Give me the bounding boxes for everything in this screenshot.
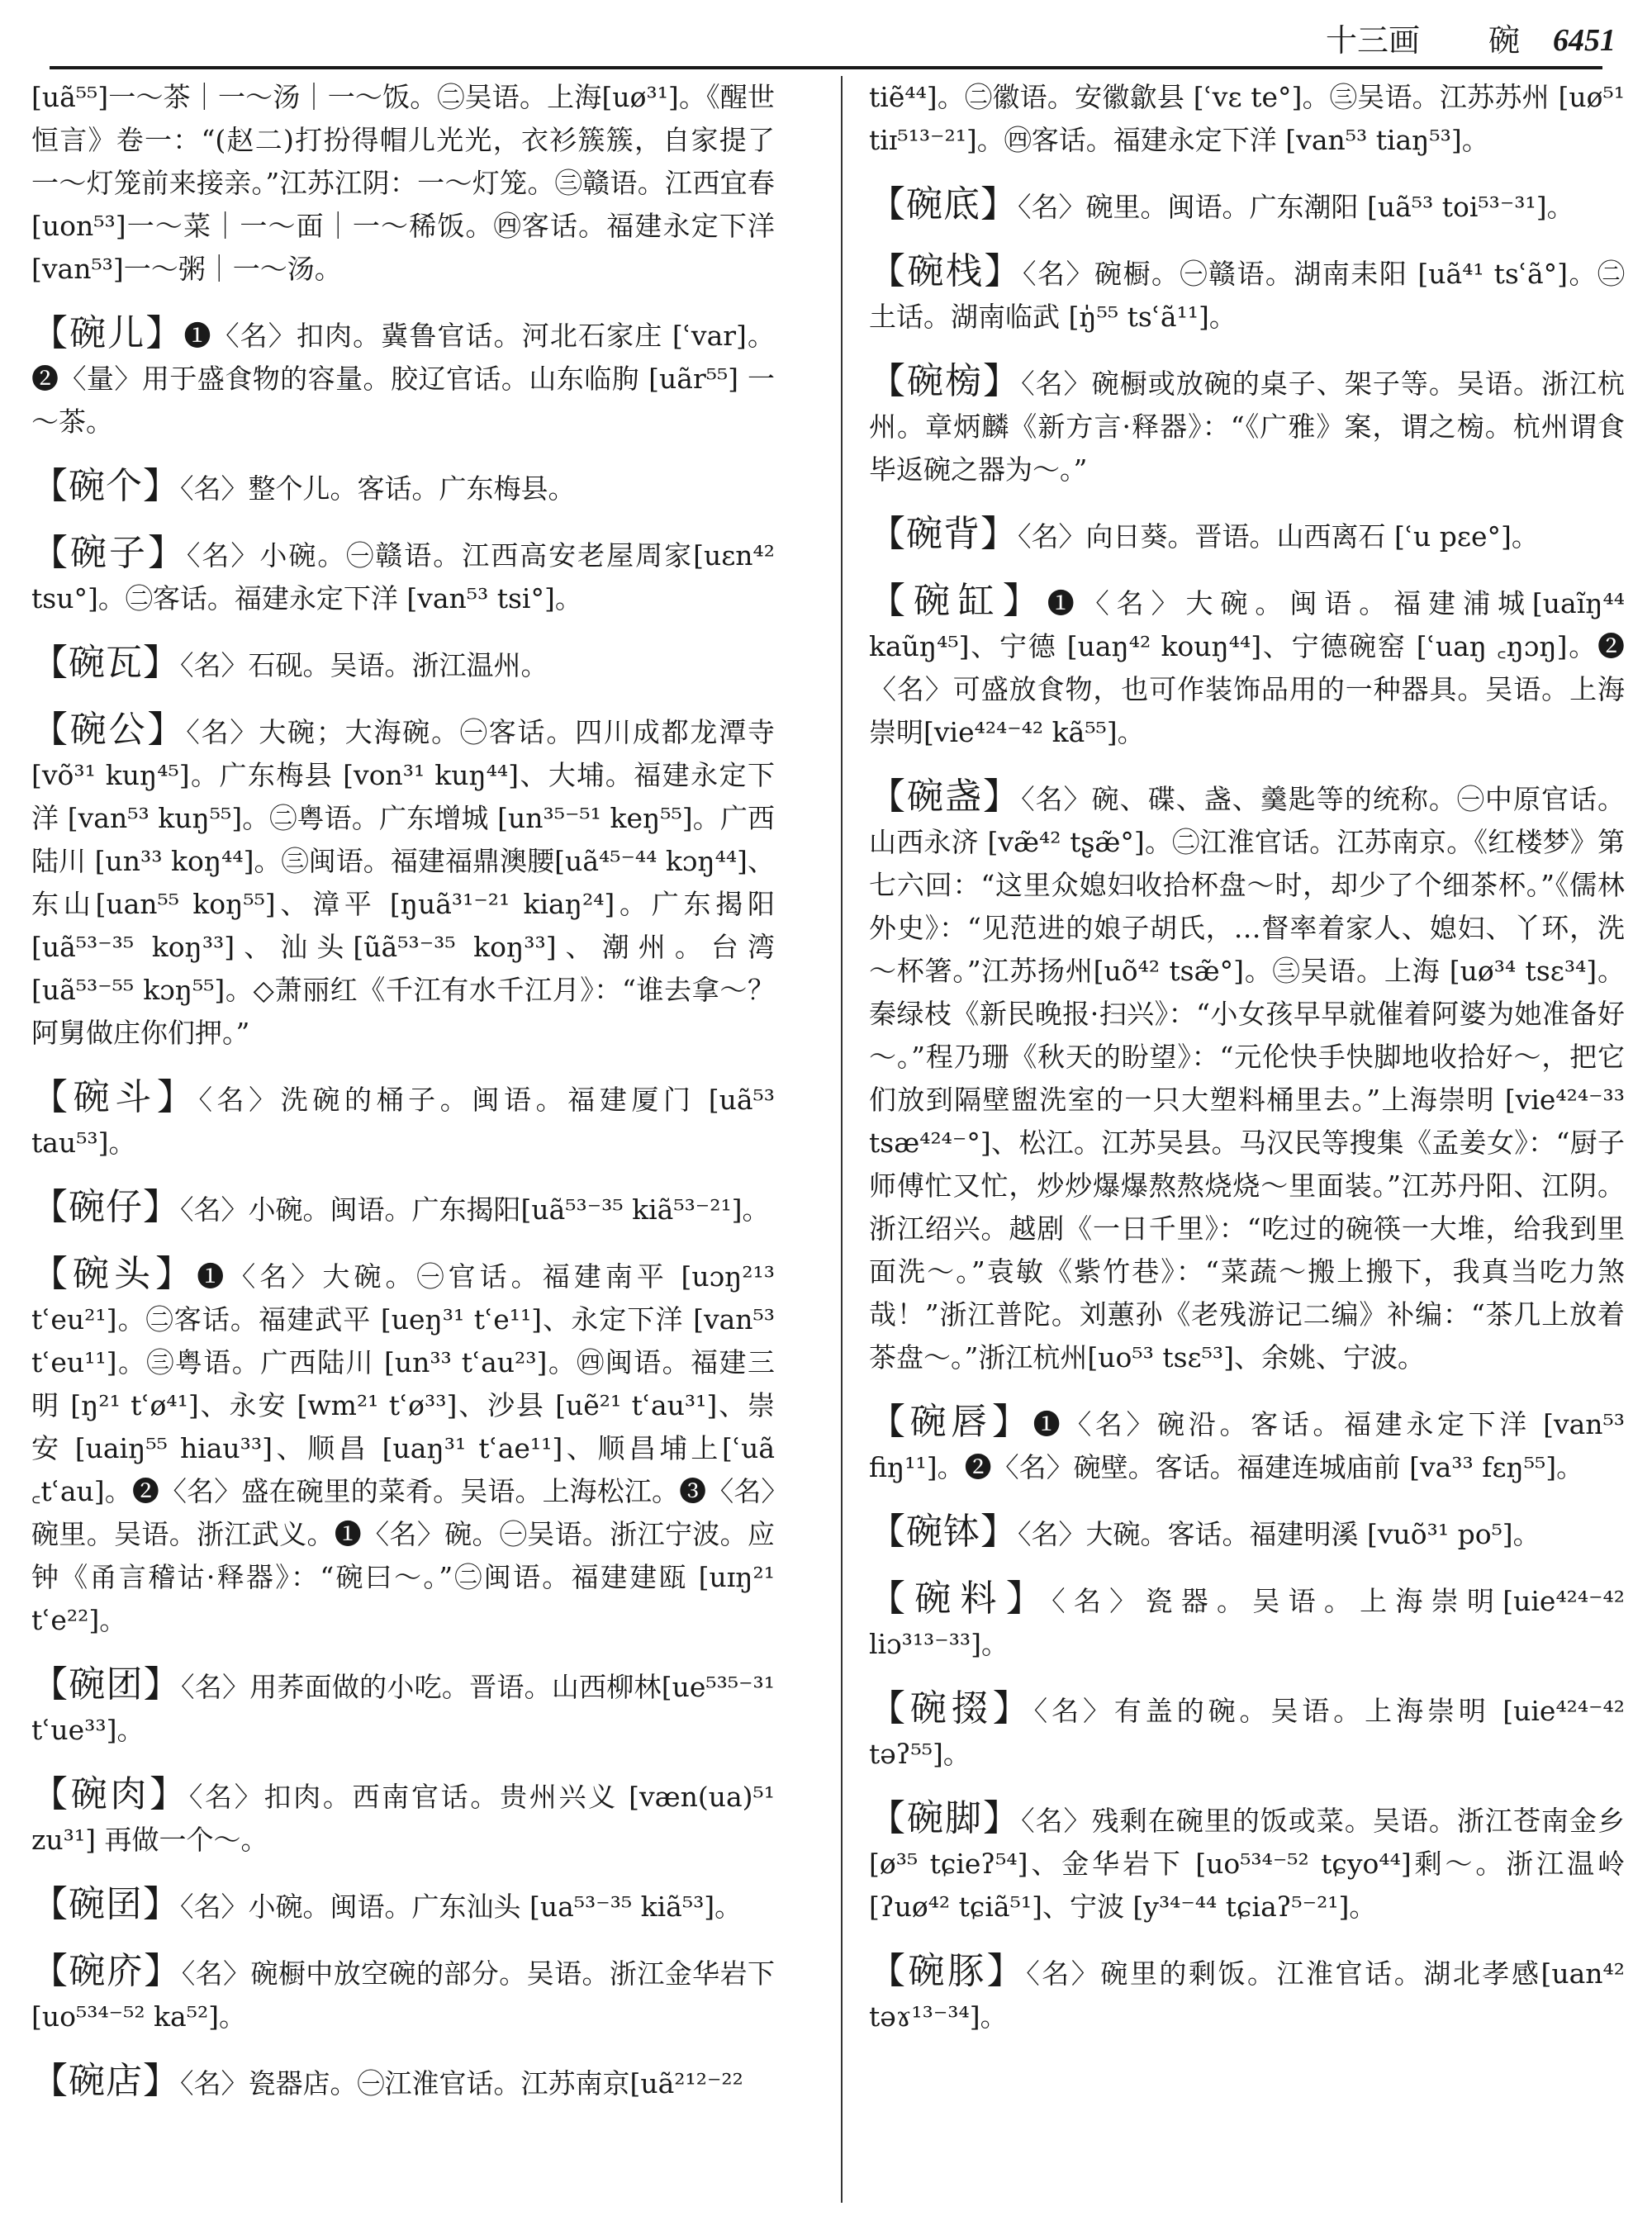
entry	[31, 1883, 775, 1929]
entry-definition: 〈名〉大碗。客话。福建明溪 [vuõ³¹ po⁵]。	[1018, 1518, 1540, 1550]
header-character: 碗	[1488, 22, 1521, 59]
entry-headword: 【碗栈】	[869, 250, 1023, 292]
entry-headword: 【碗背】	[869, 513, 1018, 555]
entry-definition: 〈名〉小碗。闽语。广东揭阳[uã⁵³⁻³⁵ kiã⁵³⁻²¹]。	[180, 1193, 770, 1226]
entry-headword: 【碗掇】	[869, 1687, 1034, 1729]
column-divider	[841, 76, 843, 2203]
entry-headword: 【碗唇】	[869, 1401, 1033, 1443]
entry-definition: 〈名〉向日葵。晋语。山西离石 [ʿu pɛe°]。	[1018, 520, 1539, 553]
entry-definition: ❶〈名〉扣肉。冀鲁官话。河北石家庄 [ʿvar]。❷〈量〉用于盛食物的容量。胶辽官话。山东临朐 [uãr⁵⁵] 一～茶。	[31, 320, 776, 438]
entry-definition: 〈名〉碗橱。㊀赣语。湖南耒阳 [uã⁴¹ tsʿã°]。㊁土话。湖南临武 [ŋ̍⁵⁵ tsʿã¹¹]。	[869, 258, 1626, 333]
entry-headword: 【碗公】	[31, 709, 187, 751]
entry	[869, 1687, 1625, 1776]
entry	[31, 1186, 775, 1231]
entry-headword: 【碗个】	[31, 465, 180, 507]
entry	[869, 1797, 1625, 1929]
entry-headword: 【碗儿】	[31, 312, 184, 354]
entry-definition: 〈名〉大碗；大海碗。㊀客话。四川成都龙潭寺 [võ³¹ kuŋ⁴⁵]。广东梅县 [von³¹ kuŋ⁴⁴]、大埔。福建永定下洋 [van⁵³ kuŋ⁵⁵]。㊁粤语。广东增城 [un³⁵⁻⁵¹ keŋ⁵⁵]。广西陆川 [un³³ koŋ⁴⁴]。㊂闽语。福建福鼎澳腰[uã⁴⁵⁻⁴⁴ kɔŋ⁴⁴]、东山[uan⁵⁵ koŋ⁵⁵]、漳平 [ŋuã³¹⁻²¹ kiaŋ²⁴]。广东揭阳[uã⁵³⁻³⁵ koŋ³³]、汕头[ũã⁵³⁻³⁵ koŋ³³]、潮州。台湾 [uã⁵³⁻⁵⁵ kɔŋ⁵⁵]。◇萧丽红《千江有水千江月》：“谁去拿～？阿舅做庄你们押。”	[31, 716, 775, 1049]
entry-headword: 【碗㮄】	[869, 360, 1022, 402]
entry-headword: 【碗盏】	[869, 776, 1022, 818]
entry-headword: 【碗囝】	[31, 1883, 180, 1925]
entry-headword: 【碗斗】	[31, 1076, 199, 1118]
entry	[869, 1511, 1625, 1556]
entry-headword: 【碗缸】	[869, 580, 1047, 622]
page-number: 6451	[1553, 23, 1616, 58]
entry	[31, 1663, 775, 1752]
entry-headword: 【碗头】	[31, 1253, 197, 1295]
entry-definition: 〈名〉石砚。吴语。浙江温州。	[180, 649, 548, 681]
entry-headword: 【碗店】	[31, 2060, 180, 2102]
entry	[869, 360, 1625, 491]
entry	[31, 2060, 775, 2105]
section-title: 十三画	[1326, 22, 1421, 59]
entry-headword: 【碗钵】	[869, 1511, 1018, 1553]
entry-definition: 〈名〉碗、碟、盏、羹匙等的统称。㊀中原官话。山西永济 [væ̃⁴² tʂæ̃°]。㊁江淮官话。江苏南京。《红楼梦》第七六回：“这里众媳妇收拾杯盘～时，却少了个细茶杯。”《儒林外史》：“见范进的娘子胡氏，…督率着家人、媳妇、丫环，洗～杯箸。”江苏扬州[uõ⁴² tsæ̃°]。㊂吴语。上海 [uø³⁴ tsɛ³⁴]。秦绿枝《新民晚报·扫兴》：“小女孩早早就催着阿婆为她准备好～。”程乃珊《秋天的盼望》：“元伦快手快脚地收拾好～，把它们放到隔壁盥洗室的一只大塑料桶里去。”上海崇明 [vie⁴²⁴⁻³³ tsæ⁴²⁴⁻°]、松江。江苏吴县。马汉民等搜集《孟姜女》：“厨子师傅忙又忙，炒炒爆爆熬熬烧烧～里面装。”江苏丹阳、江阴。浙江绍兴。越剧《一日千里》：“吃过的碗筷一大堆，给我到里面洗～。”袁敏《紫竹巷》：“菜蔬～搬上搬下，我真当吃力煞哉！”浙江普陀。刘蕙孙《老残游记二编》补编：“茶几上放着茶盘～。”浙江杭州[uo⁵³ tsɛ⁵³]、余姚、宁波。	[869, 783, 1626, 1374]
entry-definition: 〈名〉用荞面做的小吃。晋语。山西柳林[ue⁵³⁵⁻³¹ tʿue³³]。	[31, 1671, 775, 1746]
entry	[869, 776, 1625, 1379]
entry-definition: [uã⁵⁵]一～茶｜一～汤｜一～饭。㊁吴语。上海[uø³¹]。《醒世恒言》卷一：“(赵二)打扮得帽儿光光，衣衫簇簇，自家提了一～灯笼前来接亲。”江苏江阴：一～灯笼。㊂赣语。江西宜春 [uon⁵³]一～菜｜一～面｜一～稀饭。㊃客话。福建永定下洋 [van⁵³]一～粥｜一～汤。	[31, 81, 775, 285]
entry-definition: 〈名〉扣肉。西南官话。贵州兴义 [væn(ua)⁵¹ zu³¹] 再做一个～。	[31, 1781, 776, 1856]
entry-headword: 【碗脚】	[869, 1797, 1022, 1839]
entry-definition: 〈名〉碗里的剩饭。江淮官话。湖北孝感[uan⁴² təɤ¹³⁻³⁴]。	[869, 1957, 1626, 2033]
entry-definition: 〈名〉小碗。闽语。广东汕头 [ua⁵³⁻³⁵ kiã⁵³]。	[180, 1891, 743, 1923]
entry	[31, 1076, 775, 1165]
entry-headword: 【碗子】	[31, 532, 187, 574]
entry	[869, 183, 1625, 229]
entry-definition: 〈名〉碗橱中放空碗的部分。吴语。浙江金华岩下 [uo⁵³⁴⁻⁵² ka⁵²]。	[31, 1957, 776, 2033]
entry-headword: 【碗庎】	[31, 1950, 182, 1992]
entry-definition: ❶〈名〉大碗。㊀官话。福建南平 [uɔŋ²¹³ tʿeu²¹]。㊁客话。福建武平 [ueŋ³¹ tʿe¹¹]、永定下洋 [van⁵³ tʿeu¹¹]。㊂粤语。广西陆川 [un³³ tʿau²³]。㊃闽语。福建三明 [ŋ²¹ tʿø⁴¹]、永安 [wm²¹ tʿø³³]、沙县 [uẽ²¹ tʿau³¹]、崇安 [uaiŋ⁵⁵ hiau³³]、顺昌 [uaŋ³¹ tʿae¹¹]、顺昌埔上[ʿuã ꜀tʿau]。❷〈名〉盛在碗里的菜肴。吴语。上海松江。❸〈名〉碗里。吴语。浙江武义。❶〈名〉碗。㊀吴语。浙江宁波。应钟《甬言稽诂·释器》：“碗曰～。”㊁闽语。福建建瓯 [uɪŋ²¹ tʿe²²]。	[31, 1260, 776, 1636]
entry	[31, 1950, 775, 2038]
entry	[31, 312, 775, 444]
left-column	[31, 76, 775, 2127]
entry-definition: 〈名〉残剩在碗里的饭或菜。吴语。浙江苍南金乡 [ø³⁵ tɕieʔ⁵⁴]、金华岩下 [uo⁵³⁴⁻⁵² tɕyo⁴⁴]剩～。浙江温岭 [ʔuø⁴² tɕiã⁵¹]、宁波 [y³⁴⁻⁴⁴ tɕiaʔ⁵⁻²¹]。	[869, 1805, 1626, 1923]
entry	[31, 709, 775, 1055]
entry-definition: 〈名〉小碗。㊀赣语。江西高安老屋周家[uɛn⁴² tsu°]。㊁客话。福建永定下洋 [van⁵³ tsi°]。	[31, 539, 775, 614]
entry	[31, 1773, 775, 1862]
entry	[869, 1950, 1625, 2038]
entry	[869, 1401, 1625, 1489]
entry-headword: 【碗瓦】	[31, 642, 180, 684]
entry-definition: 〈名〉瓷器。吴语。上海崇明[uie⁴²⁴⁻⁴² liɔ³¹³⁻³³]。	[869, 1585, 1626, 1660]
entry-definition: 〈名〉有盖的碗。吴语。上海崇明 [uie⁴²⁴⁻⁴² təʔ⁵⁵]。	[869, 1695, 1626, 1770]
entry-definition: 〈名〉碗里。闽语。广东潮阳 [uã⁵³ toi⁵³⁻³¹]。	[1018, 191, 1574, 223]
page-header	[50, 15, 1616, 69]
entry	[869, 1578, 1625, 1666]
entry-headword: 【碗团】	[31, 1663, 181, 1706]
entry	[869, 580, 1625, 754]
entry-definition: 〈名〉瓷器店。㊀江淮官话。江苏南京[uã²¹²⁻²²	[180, 2067, 743, 2100]
entry-headword: 【碗仔】	[31, 1186, 180, 1228]
entry-headword: 【碗料】	[869, 1578, 1052, 1620]
entry-definition: ❶〈名〉大碗。闽语。福建浦城[uaĩŋ⁴⁴ kaũŋ⁴⁵]、宁德 [uaŋ⁴² kouŋ⁴⁴]、宁德碗窑 [ʿuaŋ ꜀ŋɔŋ]。❷〈名〉可盛放食物，也可作装饰品用的一种器具。吴语。上海崇明[vie⁴²⁴⁻⁴² kã⁵⁵]。	[869, 587, 1625, 748]
entry	[31, 532, 775, 620]
entry	[31, 465, 775, 510]
entry	[31, 1253, 775, 1642]
entry-continuation	[869, 76, 1625, 162]
entry-headword: 【碗豚】	[869, 1950, 1027, 1992]
right-column	[869, 76, 1625, 2060]
entry	[869, 513, 1625, 558]
entry-definition: 〈名〉整个儿。客话。广东梅县。	[180, 472, 576, 505]
entry-definition: tiẽ⁴⁴]。㊁徽语。安徽歙县 [ʿvɛ te°]。㊂吴语。江苏苏州 [uø⁵¹ tiɪ⁵¹³⁻²¹]。㊃客话。福建永定下洋 [van⁵³ tiaŋ⁵³]。	[869, 81, 1625, 156]
entry-headword: 【碗底】	[869, 183, 1018, 225]
entry-definition: 〈名〉碗橱或放碗的桌子、架子等。吴语。浙江杭州。章炳麟《新方言·释器》：“《广雅》案，谓之㮄。杭州谓食毕返碗之器为～。”	[869, 368, 1626, 486]
entry-continuation	[31, 76, 775, 291]
entry-headword: 【碗肉】	[31, 1773, 189, 1815]
entry	[869, 250, 1625, 339]
entry-definition: 〈名〉洗碗的桶子。闽语。福建厦门 [uã⁵³ tau⁵³]。	[31, 1084, 776, 1159]
entry-definition: ❶〈名〉碗沿。客话。福建永定下洋 [van⁵³ fiŋ¹¹]。❷〈名〉碗壁。客话。福建连城庙前 [va³³ fɛŋ⁵⁵]。	[869, 1408, 1625, 1483]
entry	[31, 642, 775, 687]
